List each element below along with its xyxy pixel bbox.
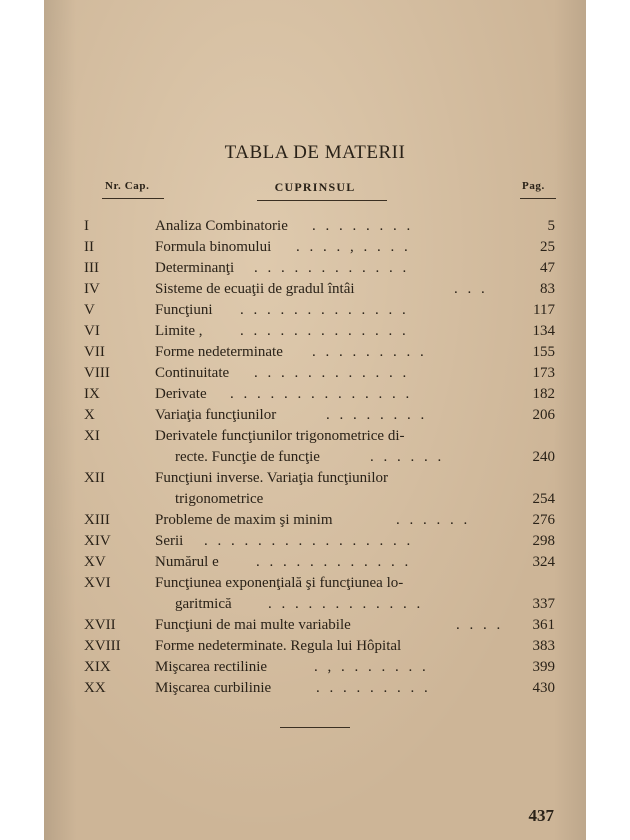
toc-entry	[44, 512, 586, 533]
chapter-title: Analiza Combinatorie	[155, 218, 288, 234]
chapter-title: Funcţiunea exponenţială şi funcţiunea lo-	[155, 575, 404, 591]
chapter-number: V	[84, 302, 95, 318]
leader-dots: . . . . . . . . . . . . . .	[230, 386, 413, 402]
chapter-number: XII	[84, 470, 105, 486]
toc-entry	[44, 638, 586, 659]
leader-dots: . . . . . . . . . . . . .	[240, 323, 409, 339]
chapter-title: Probleme de maxim şi minim	[155, 512, 333, 528]
chapter-number: XVI	[84, 575, 111, 591]
leader-dots: . . . . . . . . . . . .	[268, 596, 424, 612]
chapter-number: XIII	[84, 512, 110, 528]
chapter-number: XI	[84, 428, 100, 444]
chapter-page: 324	[532, 554, 555, 570]
chapter-page: 83	[540, 281, 555, 297]
chapter-number: II	[84, 239, 94, 255]
chapter-page: 47	[540, 260, 555, 276]
chapter-number: VIII	[84, 365, 110, 381]
chapter-title: Numărul e	[155, 554, 219, 570]
chapter-title-continued: garitmică	[175, 596, 232, 612]
leader-dots: . . . . . . . . . . . .	[254, 365, 410, 381]
toc-entry	[44, 386, 586, 407]
chapter-page: 240	[532, 449, 555, 465]
chapter-number: X	[84, 407, 95, 423]
leader-dots: . . . . . . . . . . . . .	[240, 302, 409, 318]
chapter-number: XIV	[84, 533, 111, 549]
leader-dots: . . . . . .	[396, 512, 471, 528]
toc-entry	[44, 407, 586, 428]
chapter-title: Forme nedeterminate. Regula lui Hôpital	[155, 638, 402, 654]
toc-entry	[44, 554, 586, 575]
chapter-page: 430	[532, 680, 555, 696]
chapter-page: 5	[547, 218, 555, 234]
chapter-title: Derivatele funcţiunilor trigonometrice di-	[155, 428, 405, 444]
header-rule-center	[257, 200, 387, 201]
toc-entry	[44, 659, 586, 680]
page-number: 437	[528, 806, 554, 825]
chapter-title-continued: trigonometrice	[175, 491, 264, 507]
chapter-page: 399	[532, 659, 555, 675]
chapter-page: 134	[532, 323, 555, 339]
chapter-page: 25	[540, 239, 555, 255]
chapter-title: Serii	[155, 533, 184, 549]
leader-dots: . . . . . . . .	[312, 218, 414, 234]
chapter-page: 117	[533, 302, 555, 318]
chapter-title: Derivate	[155, 386, 207, 402]
toc-entry	[44, 323, 586, 344]
toc-entry	[44, 344, 586, 365]
chapter-number: IX	[84, 386, 100, 402]
leader-dots: . . . . . .	[370, 449, 445, 465]
leader-dots: . . . . , . . . .	[296, 239, 411, 255]
closing-rule	[280, 727, 350, 728]
leader-dots: . . . . . . . . .	[312, 344, 427, 360]
toc-entry	[44, 575, 586, 617]
header-rule-left	[102, 198, 164, 199]
chapter-page: 276	[532, 512, 555, 528]
header-page: Pag.	[522, 180, 545, 192]
chapter-title-continued: recte. Funcţie de funcţie	[175, 449, 320, 465]
chapter-page: 361	[532, 617, 555, 633]
leader-dots: . . .	[454, 281, 488, 297]
chapter-page: 206	[532, 407, 555, 423]
chapter-number: XVIII	[84, 638, 121, 654]
toc-entry	[44, 218, 586, 239]
chapter-title: Funcţiuni	[155, 302, 213, 318]
chapter-number: XX	[84, 680, 106, 696]
leader-dots: . . . . . . . . .	[316, 680, 431, 696]
toc-entry	[44, 680, 586, 701]
chapter-title: Continuitate	[155, 365, 230, 381]
chapter-page: 383	[532, 638, 555, 654]
header-rule-right	[520, 198, 556, 199]
leader-dots: . . . . . . . . . . . .	[256, 554, 412, 570]
chapter-number: III	[84, 260, 99, 276]
chapter-number: XV	[84, 554, 106, 570]
chapter-page: 337	[532, 596, 555, 612]
chapter-number: VI	[84, 323, 100, 339]
chapter-title: Determinanţi	[155, 260, 235, 276]
book-page	[44, 0, 586, 840]
chapter-title: Mişcarea rectilinie	[155, 659, 268, 675]
page-title: TABLA DE MATERII	[224, 142, 406, 163]
chapter-title: Mişcarea curbilinie	[155, 680, 272, 696]
toc-entry	[44, 365, 586, 386]
toc-entry	[44, 533, 586, 554]
chapter-title: Sisteme de ecuaţii de gradul întâi	[155, 281, 355, 297]
header-chapter-number: Nr. Cap.	[105, 180, 150, 192]
toc-entry	[44, 302, 586, 323]
chapter-title: Variaţia funcţiunilor	[155, 407, 277, 423]
toc-entry	[44, 239, 586, 260]
chapter-number: VII	[84, 344, 105, 360]
chapter-number: IV	[84, 281, 100, 297]
toc-entry	[44, 470, 586, 512]
chapter-number: XIX	[84, 659, 111, 675]
chapter-number: XVII	[84, 617, 116, 633]
chapter-page: 155	[532, 344, 555, 360]
toc-entry	[44, 281, 586, 302]
chapter-page: 254	[532, 491, 555, 507]
leader-dots: . , . . . . . . .	[314, 659, 429, 675]
leader-dots: . . . . . . . .	[326, 407, 428, 423]
leader-dots: . . . .	[456, 617, 504, 633]
chapter-title: Forme nedeterminate	[155, 344, 283, 360]
chapter-page: 182	[532, 386, 555, 402]
chapter-page: 298	[532, 533, 555, 549]
leader-dots: . . . . . . . . . . . . . . . .	[204, 533, 414, 549]
chapter-title: Funcţiuni de mai multe variabile	[155, 617, 351, 633]
chapter-title: Formula binomului	[155, 239, 272, 255]
chapter-title: Funcţiuni inverse. Variaţia funcţiunilor	[155, 470, 389, 486]
leader-dots: . . . . . . . . . . . .	[254, 260, 410, 276]
toc-entry	[44, 260, 586, 281]
chapter-page: 173	[532, 365, 555, 381]
chapter-title: Limite ,	[155, 323, 203, 339]
chapter-number: I	[84, 218, 89, 234]
toc-entry	[44, 428, 586, 470]
header-contents: CUPRINSUL	[274, 180, 356, 194]
toc-entry	[44, 617, 586, 638]
